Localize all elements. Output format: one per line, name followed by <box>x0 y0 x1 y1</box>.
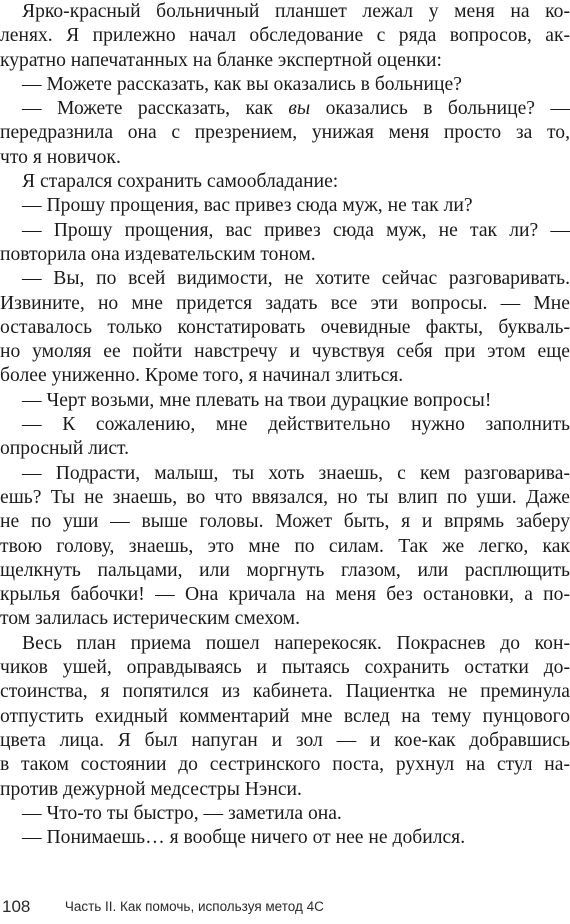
text-line: крылья бабочки! — Она кричала на меня без остановки, а по- <box>0 584 570 606</box>
text-line: оставалось только констатировать очевидные факты, букваль- <box>0 316 570 338</box>
text-line: том залилась истерическим смехом. <box>0 608 300 630</box>
text-line: передразнила она с презрением, унижая меня просто за то, <box>0 122 570 144</box>
page-footer <box>2 897 324 917</box>
running-head: Часть II. Как помочь, используя метод 4С <box>64 899 324 914</box>
text-line: ешь? Ты не знаешь, во что ввязался, но ты влип по уши. Даже <box>0 486 570 508</box>
text-line: куратно напечатанных на бланке экспертной оценки: <box>0 49 442 71</box>
text-line: — Что-то ты быстро, — заметила она. <box>22 802 342 824</box>
text-line: Ярко-красный больничный планшет лежал у меня на ко- <box>22 1 570 22</box>
text-line: но умоляя ее пойти навстречу и чувствуя себя при этом еще <box>0 341 570 363</box>
text-line: — Можете рассказать, как вы оказались в больнице? — <box>22 98 570 120</box>
text-line: стоинства, я попятился из кабинета. Пациентка не преминула <box>0 681 570 703</box>
text-line: — Прошу прощения, вас привез сюда муж, не так ли? <box>22 195 473 217</box>
text-line: Извините, но мне придется задать все эти вопросы. — Мне <box>0 292 570 314</box>
text-line: чиков ушей, оправдываясь и пытаясь сохранить остатки до- <box>0 657 570 679</box>
text-line: не по уши — выше головы. Может быть, я и впрямь заберу <box>0 511 570 533</box>
text-line: — Подрасти, малыш, ты хоть знаешь, с кем разговарива- <box>22 462 570 484</box>
page-number: 108 <box>2 897 31 916</box>
text-line: против дежурной медсестры Нэнси. <box>0 778 302 800</box>
text-line: что я новичок. <box>0 146 121 168</box>
text-line: Весь план приема пошел наперекосяк. Покраснев до кон- <box>22 632 570 654</box>
text-line: повторила она издевательским тоном. <box>0 243 316 265</box>
text-line: — Понимаешь… я вообще ничего от нее не добился. <box>22 827 466 849</box>
text-line: — Прошу прощения, вас привез сюда муж, не так ли? — <box>22 219 570 241</box>
text-line: отпустить ехидный комментарий мне вслед на тему пунцового <box>0 705 570 727</box>
text-line: — К сожалению, мне действительно нужно заполнить <box>22 414 570 436</box>
text-line: цвета лица. Я был напуган и зол — и кое-как добравшись <box>0 729 570 751</box>
text-line: щелкнуть пальцами, или моргнуть глазом, или расплющить <box>0 559 570 581</box>
text-line: в таком состоянии до сестринского поста, рухнул на стул на- <box>0 754 570 776</box>
text-line: — Можете рассказать, как вы оказались в больнице? <box>22 73 462 95</box>
text-line: опросный лист. <box>0 438 130 460</box>
text-line: Я старался сохранить самообладание: <box>22 171 339 193</box>
text-line: более униженно. Кроме того, я начинал злиться. <box>0 365 404 387</box>
text-line: — Черт возьми, мне плевать на твои дурацкие вопросы! <box>22 389 492 411</box>
text-line: — Вы, по всей видимости, не хотите сейчас разговаривать. <box>22 268 570 290</box>
text-line: твою голову, знаешь, это мне по силам. Так же легко, как <box>0 535 570 557</box>
text-line: ленях. Я прилежно начал обследование с ряда вопросов, ак- <box>0 25 570 47</box>
